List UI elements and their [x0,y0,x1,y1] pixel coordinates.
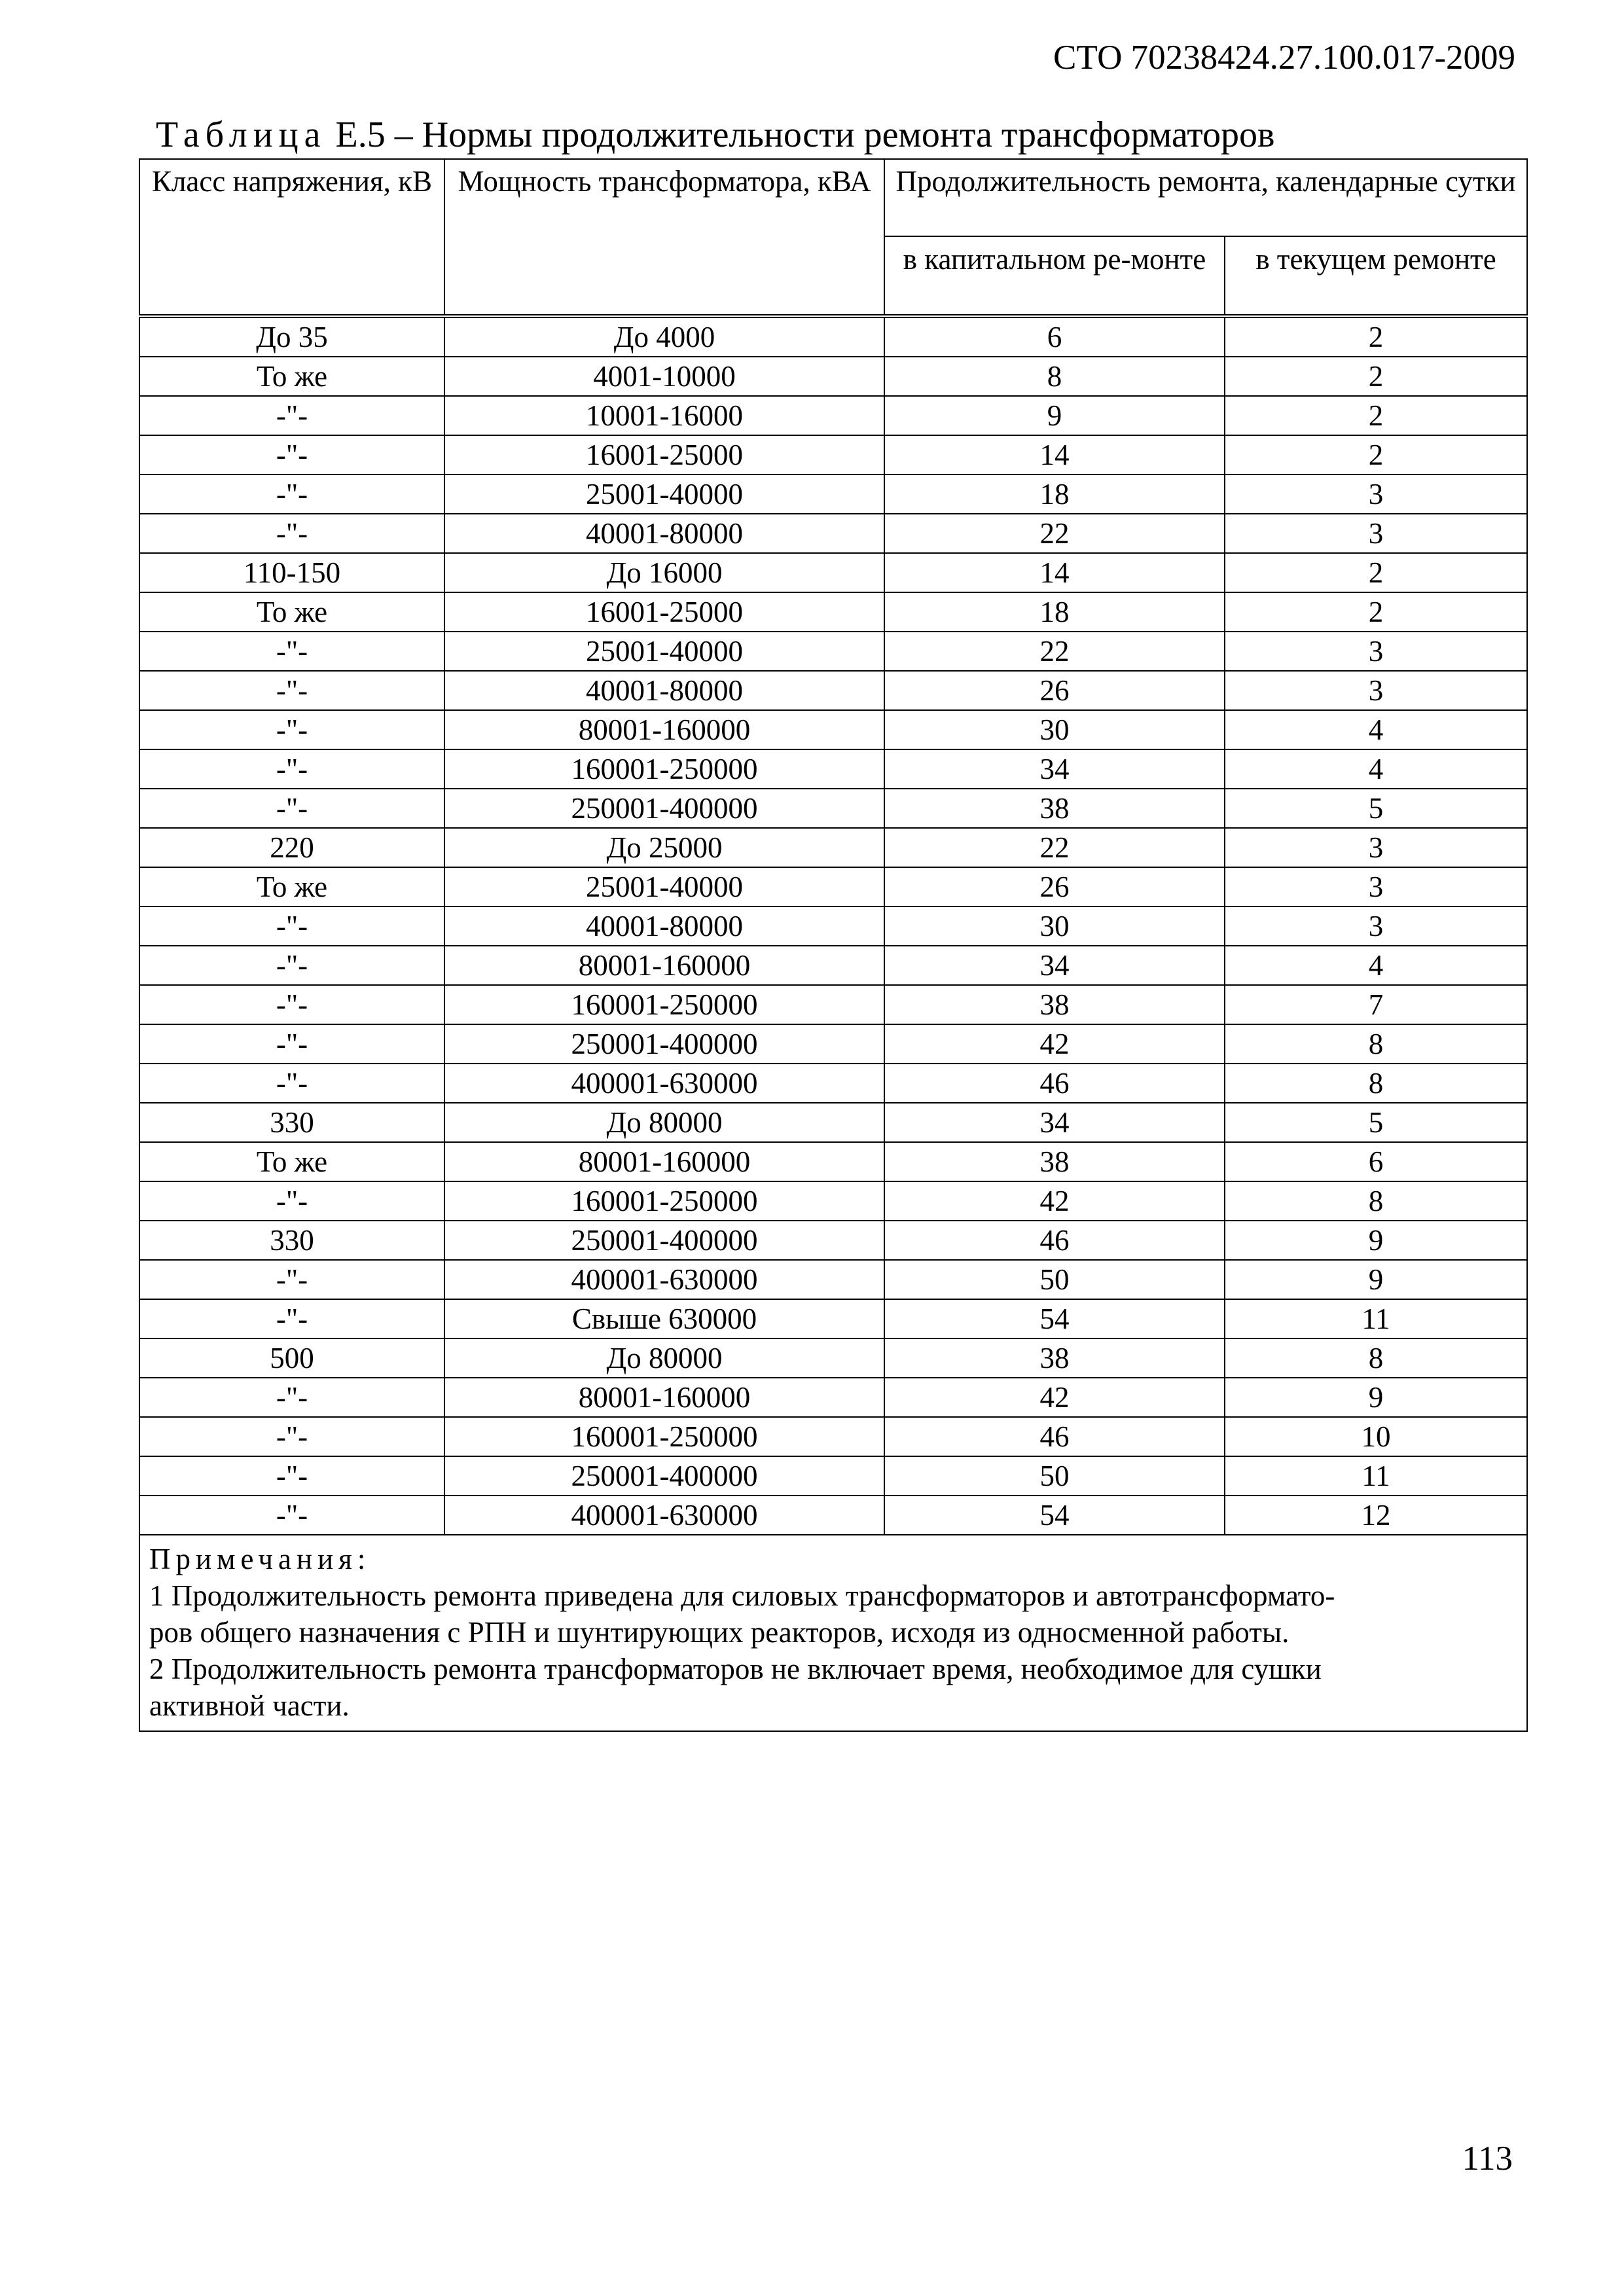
cell-current-repair: 10 [1225,1417,1527,1456]
cell-current-repair: 3 [1225,906,1527,946]
cell-current-repair: 8 [1225,1024,1527,1064]
cell-power: 40001-80000 [444,671,884,710]
table-row [139,906,1527,946]
cell-capital-repair: 26 [884,867,1225,906]
cell-power: 250001-400000 [444,1024,884,1064]
cell-current-repair: 3 [1225,632,1527,671]
cell-capital-repair: 18 [884,475,1225,514]
table-row [139,316,1527,357]
table-row [139,749,1527,789]
cell-voltage-class: -"- [139,1299,444,1338]
cell-power: 80001-160000 [444,1142,884,1181]
cell-capital-repair: 46 [884,1221,1225,1260]
cell-capital-repair: 14 [884,553,1225,592]
table-row [139,1299,1527,1338]
cell-power: 80001-160000 [444,1378,884,1417]
cell-power: 160001-250000 [444,1181,884,1221]
cell-power: 16001-25000 [444,592,884,632]
cell-power: Свыше 630000 [444,1299,884,1338]
note-line: активной части. [149,1689,350,1722]
cell-voltage-class: До 35 [139,316,444,357]
cell-current-repair: 5 [1225,789,1527,828]
cell-power: 40001-80000 [444,906,884,946]
cell-power: 250001-400000 [444,1221,884,1260]
cell-voltage-class: 330 [139,1221,444,1260]
table-row [139,710,1527,749]
repair-duration-table [139,158,1528,1732]
table-row [139,867,1527,906]
cell-current-repair: 5 [1225,1103,1527,1142]
cell-capital-repair: 34 [884,1103,1225,1142]
cell-capital-repair: 30 [884,710,1225,749]
cell-power: 160001-250000 [444,1417,884,1456]
cell-voltage-class: -"- [139,632,444,671]
table-row [139,632,1527,671]
cell-current-repair: 6 [1225,1142,1527,1181]
table-row [139,1103,1527,1142]
table-row [139,1064,1527,1103]
cell-capital-repair: 14 [884,435,1225,475]
cell-voltage-class: -"- [139,1417,444,1456]
cell-voltage-class: То же [139,357,444,396]
cell-current-repair: 8 [1225,1064,1527,1103]
cell-current-repair: 7 [1225,985,1527,1024]
table-row [139,828,1527,867]
cell-current-repair: 11 [1225,1456,1527,1496]
cell-current-repair: 3 [1225,475,1527,514]
cell-capital-repair: 54 [884,1496,1225,1535]
table-row [139,396,1527,435]
cell-current-repair: 9 [1225,1260,1527,1299]
cell-voltage-class: -"- [139,789,444,828]
cell-power: 250001-400000 [444,789,884,828]
cell-voltage-class: -"- [139,514,444,553]
column-header-voltage-class: Класс напряжения, кВ [139,159,444,316]
cell-voltage-class: То же [139,592,444,632]
cell-voltage-class: -"- [139,396,444,435]
cell-current-repair: 2 [1225,592,1527,632]
table-row [139,1024,1527,1064]
cell-voltage-class: -"- [139,749,444,789]
cell-current-repair: 2 [1225,435,1527,475]
cell-capital-repair: 34 [884,946,1225,985]
table-row [139,1260,1527,1299]
table-row [139,1417,1527,1456]
cell-power: 80001-160000 [444,946,884,985]
cell-capital-repair: 42 [884,1181,1225,1221]
cell-capital-repair: 18 [884,592,1225,632]
cell-capital-repair: 30 [884,906,1225,946]
cell-current-repair: 2 [1225,396,1527,435]
cell-voltage-class: -"- [139,1064,444,1103]
table-row [139,475,1527,514]
table-row [139,1181,1527,1221]
cell-capital-repair: 34 [884,749,1225,789]
cell-voltage-class: -"- [139,475,444,514]
cell-capital-repair: 6 [884,316,1225,357]
cell-current-repair: 8 [1225,1181,1527,1221]
cell-voltage-class: То же [139,867,444,906]
cell-power: До 25000 [444,828,884,867]
table-row [139,1496,1527,1535]
cell-power: 4001-10000 [444,357,884,396]
cell-power: 400001-630000 [444,1260,884,1299]
cell-capital-repair: 38 [884,789,1225,828]
table-row [139,1142,1527,1181]
cell-current-repair: 3 [1225,867,1527,906]
table-row [139,357,1527,396]
cell-current-repair: 8 [1225,1338,1527,1378]
cell-capital-repair: 46 [884,1064,1225,1103]
cell-current-repair: 4 [1225,946,1527,985]
cell-power: 16001-25000 [444,435,884,475]
cell-current-repair: 2 [1225,553,1527,592]
table-row [139,1378,1527,1417]
cell-voltage-class: 330 [139,1103,444,1142]
cell-voltage-class: -"- [139,1496,444,1535]
table-body [139,316,1527,1535]
cell-capital-repair: 38 [884,985,1225,1024]
table-row [139,946,1527,985]
table-row [139,435,1527,475]
note-line: 2 Продолжительность ремонта трансформаторов не включает время, необходимое для сушки [149,1653,1322,1685]
table-title-number: Е.5 [335,115,386,155]
table-row [139,985,1527,1024]
cell-capital-repair: 38 [884,1142,1225,1181]
cell-current-repair: 12 [1225,1496,1527,1535]
cell-current-repair: 2 [1225,357,1527,396]
document-code: СТО 70238424.27.100.017-2009 [1053,39,1515,77]
cell-voltage-class: -"- [139,946,444,985]
cell-voltage-class: -"- [139,906,444,946]
cell-capital-repair: 42 [884,1024,1225,1064]
table-row [139,1456,1527,1496]
table-row [139,592,1527,632]
cell-voltage-class: -"- [139,1378,444,1417]
cell-capital-repair: 22 [884,514,1225,553]
table-title-text: Нормы продолжительности ремонта трансформаторов [422,115,1275,155]
cell-voltage-class: 220 [139,828,444,867]
cell-power: До 16000 [444,553,884,592]
table-row [139,514,1527,553]
cell-voltage-class: 500 [139,1338,444,1378]
cell-current-repair: 3 [1225,514,1527,553]
cell-power: До 80000 [444,1103,884,1142]
cell-capital-repair: 9 [884,396,1225,435]
cell-capital-repair: 38 [884,1338,1225,1378]
cell-power: 25001-40000 [444,867,884,906]
cell-current-repair: 4 [1225,710,1527,749]
cell-power: 80001-160000 [444,710,884,749]
note-line: 1 Продолжительность ремонта приведена для силовых трансформаторов и автотрансформато- [149,1579,1335,1612]
cell-capital-repair: 22 [884,632,1225,671]
column-header-power: Мощность трансформатора, кВА [444,159,884,316]
cell-voltage-class: -"- [139,435,444,475]
table-title [156,117,1274,153]
cell-voltage-class: -"- [139,1181,444,1221]
cell-current-repair: 9 [1225,1221,1527,1260]
cell-voltage-class: То же [139,1142,444,1181]
table-row [139,671,1527,710]
cell-capital-repair: 54 [884,1299,1225,1338]
cell-capital-repair: 8 [884,357,1225,396]
note-line: ров общего назначения с РПН и шунтирующих реакторов, исходя из односменной работы. [149,1616,1290,1649]
cell-current-repair: 3 [1225,671,1527,710]
cell-power: 160001-250000 [444,985,884,1024]
table-row [139,1338,1527,1378]
cell-current-repair: 11 [1225,1299,1527,1338]
table-title-label: Таблица [156,115,327,155]
page-number: 113 [1462,2140,1513,2178]
cell-capital-repair: 50 [884,1456,1225,1496]
cell-capital-repair: 22 [884,828,1225,867]
cell-power: 10001-16000 [444,396,884,435]
cell-power: 400001-630000 [444,1496,884,1535]
cell-current-repair: 2 [1225,316,1527,357]
notes-heading: Примечания: [149,1543,371,1575]
table-row [139,789,1527,828]
cell-power: До 4000 [444,316,884,357]
column-header-capital-repair: в капитальном ре-монте [884,236,1225,316]
cell-voltage-class: -"- [139,1456,444,1496]
cell-voltage-class: 110-150 [139,553,444,592]
cell-capital-repair: 42 [884,1378,1225,1417]
cell-current-repair: 4 [1225,749,1527,789]
column-header-duration: Продолжительность ремонта, календарные сутки [884,159,1527,236]
cell-power: 40001-80000 [444,514,884,553]
cell-voltage-class: -"- [139,985,444,1024]
cell-capital-repair: 46 [884,1417,1225,1456]
cell-voltage-class: -"- [139,1024,444,1064]
cell-power: 25001-40000 [444,632,884,671]
cell-power: 160001-250000 [444,749,884,789]
cell-capital-repair: 26 [884,671,1225,710]
table-title-dash: – [394,115,413,155]
cell-capital-repair: 50 [884,1260,1225,1299]
cell-voltage-class: -"- [139,710,444,749]
cell-power: 400001-630000 [444,1064,884,1103]
cell-current-repair: 9 [1225,1378,1527,1417]
cell-power: До 80000 [444,1338,884,1378]
table-row [139,553,1527,592]
cell-power: 250001-400000 [444,1456,884,1496]
column-header-current-repair: в текущем ремонте [1225,236,1527,316]
cell-power: 25001-40000 [444,475,884,514]
notes-cell [139,1535,1527,1731]
cell-current-repair: 3 [1225,828,1527,867]
cell-voltage-class: -"- [139,1260,444,1299]
cell-voltage-class: -"- [139,671,444,710]
table-row [139,1221,1527,1260]
